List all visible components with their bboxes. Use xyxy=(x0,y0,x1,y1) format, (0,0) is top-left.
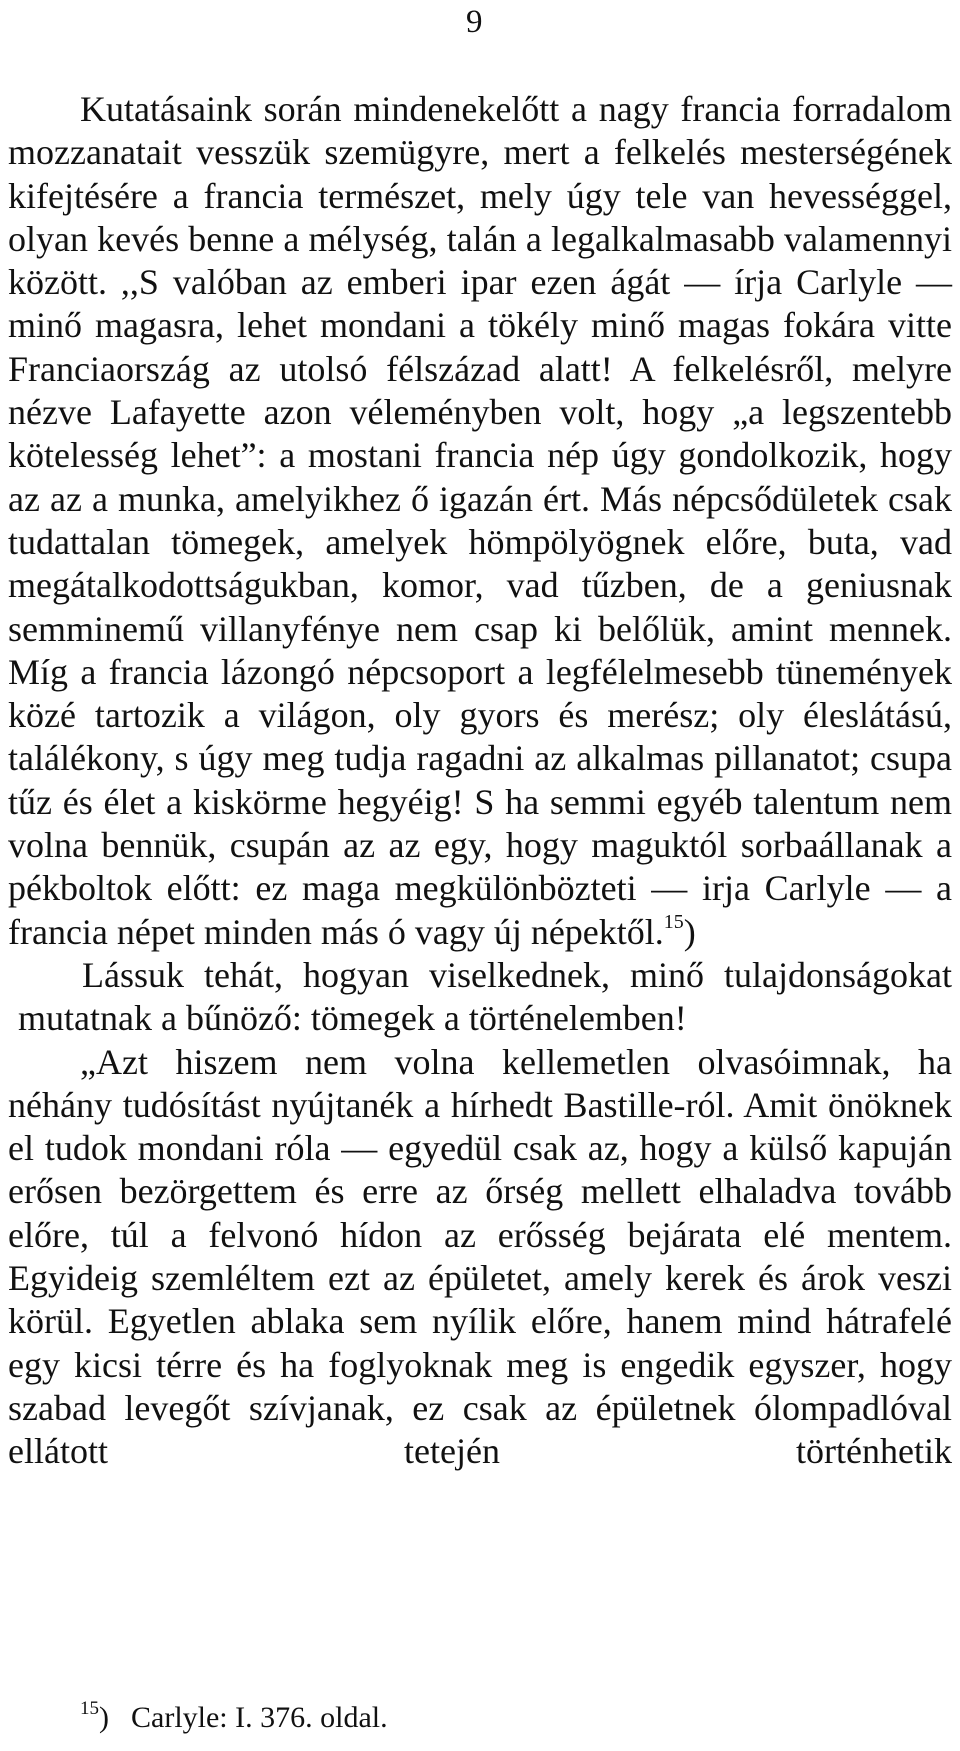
paragraph-lassuk xyxy=(18,954,952,1041)
paragraph-carlyle-quote-text: Kutatásaink során mindenekelőtt a nagy francia forradalom mozzanatait vesszük szemügyre, mert a felkelés mesterségének kifejtésére a francia természet, mely úgy tele van hevességgel, olyan kevés benne a mélység, talán a legalkalmasabb valamennyi között. ,,S valóban az emberi ipar ezen ágát — írja Carlyle — minő magasra, lehet mondani a tökély minő magas fokára vitte Franciaország az utolsó félszázad alatt! A felkelésről, melyre nézve Lafayette azon véleményben volt, hogy „a legszentebb kötelesség lehet”: a mostani francia nép úgy gondolkozik, hogy az az a munka, amelyikhez ő igazán ért. Más népcsődületek csak tudattalan tömegek, amelyek hömpölyögnek előre, buta, vad megátalkodottságukban, komor, vad tűzben, de a geniusnak semminemű villanyfénye nem csap ki belőlük, amint mennek. Míg a francia lázongó népcsoport a legfélelmesebb tünemények közé tartozik a világon, oly gyors és merész; oly éleslátású, találékony, s úgy meg tudja ragadni az alkalmas pillanatot; csupa tűz és élet a kiskörme hegyéig! S ha semmi egyéb talentum nem volna bennük, csupán az az egy, hogy maguktól sorbaállanak a pékboltok előtt: ez maga megkülönbözteti — irja Carlyle — a francia népet minden más ó vagy új népektől. xyxy=(8,89,952,952)
paragraph-lassuk-text: Lássuk tehát, hogyan viselkednek, minő tulajdonságokat mutatnak a bűnöző: tömegek a történelemben! xyxy=(18,954,952,1039)
footnote xyxy=(80,1700,388,1736)
body-text xyxy=(8,88,952,1474)
page-number-text: 9 xyxy=(466,4,483,40)
footnote-marker xyxy=(80,1698,109,1734)
paragraph-carlyle-quote xyxy=(8,88,952,954)
footnote-reference[interactable]: 15 xyxy=(663,910,684,933)
footnote-reference-close: ) xyxy=(683,911,696,952)
paragraph-bastille xyxy=(8,1041,952,1474)
footnote-text: Carlyle: I. 376. oldal. xyxy=(131,1701,388,1734)
footnote-number: 15 xyxy=(80,1698,99,1719)
paragraph-bastille-text: „Azt hiszem nem volna kellemetlen olvasóimnak, ha néhány tudósítást nyújtanék a hírhedt Bastille-ról. Amit önöknek el tudok mondani róla — egyedül csak az, hogy a külső kapuján erősen bezörgettem és erre az őrség mellett elhaladva tovább előre, túl a felvonó hídon az erősség bejárata elé mentem. Egyideig szemléltem ezt az épületet, amely kerek és árok veszi körül. Egyetlen ablaka sem nyílik előre, hanem mind hátrafelé egy kicsi térre és ha foglyoknak meg is engedik egyszer, hogy szabad levegőt szívjanak, ez csak az épületnek ólompadlóval ellátott tetején történhetik xyxy=(8,1041,952,1472)
footnote-number-close: ) xyxy=(99,1701,109,1734)
